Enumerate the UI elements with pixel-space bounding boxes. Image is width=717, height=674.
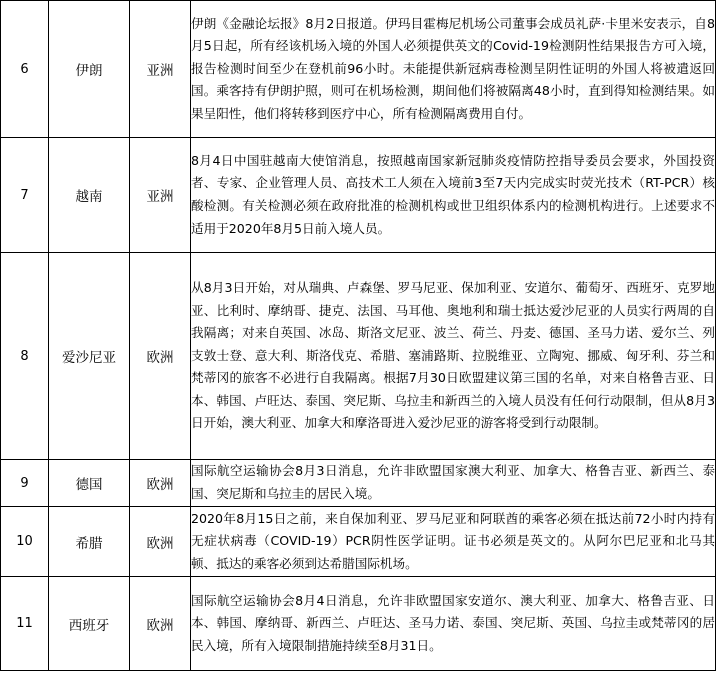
country-name: 越南 [49,138,130,253]
country-name: 爱沙尼亚 [49,253,130,460]
policy-details: 国际航空运输协会8月4日消息，允许非欧盟国家安道尔、澳大利亚、加拿大、格鲁吉亚、日本、韩国、摩纳哥、新西兰、卢旺达、圣马力诺、泰国、突尼斯、英国、乌拉圭或梵蒂冈的居民入境，所有入境限制措施持续至8月31日。 [191,577,716,671]
row-number: 6 [1,1,49,138]
row-number: 7 [1,138,49,253]
policy-details: 8月4日中国驻越南大使馆消息，按照越南国家新冠肺炎疫情防控指导委员会要求，外国投资者、专家、企业管理人员、高技术工人须在入境前3至7天内完成实时荧光技术（RT-PCR）核酸检测。有关检测必须在政府批准的检测机构或世卫组织体系内的检测机构进行。上述要求不适用于2020年8月5日前入境人员。 [191,138,716,253]
region-name: 亚洲 [130,1,191,138]
region-name: 亚洲 [130,138,191,253]
table-row [1,577,716,671]
table-row [1,460,716,507]
policy-details: 国际航空运输协会8月3日消息，允许非欧盟国家澳大利亚、加拿大、格鲁吉亚、新西兰、泰国、突尼斯和乌拉圭的居民入境。 [191,460,716,507]
policy-details: 伊朗《金融论坛报》8月2日报道。伊玛目霍梅尼机场公司董事会成员礼萨·卡里米安表示，自8月5日起，所有经该机场入境的外国人必须提供英文的Covid-19检测阴性结果报告方可入境，报告检测时间至少在登机前96小时。未能提供新冠病毒检测呈阴性证明的外国人将被遣返回国。乘客持有伊朗护照，则可在机场检测，期间他们将被隔离48小时，直到得知检测结果。如果呈阳性，他们将转移到医疗中心，所有检测隔离费用自付。 [191,1,716,138]
policy-details: 从8月3日开始，对从瑞典、卢森堡、罗马尼亚、保加利亚、安道尔、葡萄牙、西班牙、克罗地亚、比利时、摩纳哥、捷克、法国、马耳他、奥地利和瑞士抵达爱沙尼亚的人员实行两周的自我隔离；对来自英国、冰岛、斯洛文尼亚、波兰、荷兰、丹麦、德国、圣马力诺、爱尔兰、列支敦士登、意大利、斯洛伐克、希腊、塞浦路斯、拉脱维亚、立陶宛、挪威、匈牙利、芬兰和梵蒂冈的旅客不必进行自我隔离。根据7月30日欧盟建议第三国的名单，对来自格鲁吉亚、日本、韩国、卢旺达、泰国、突尼斯、乌拉圭和新西兰的入境人员没有任何行动限制，但从8月3日开始，澳大利亚、加拿大和摩洛哥进入爱沙尼亚的游客将受到行动限制。 [191,253,716,460]
country-name: 希腊 [49,507,130,577]
row-number: 10 [1,507,49,577]
row-number: 11 [1,577,49,671]
country-name: 西班牙 [49,577,130,671]
region-name: 欧洲 [130,577,191,671]
country-name: 德国 [49,460,130,507]
table-row [1,1,716,138]
policy-details: 2020年8月15日之前，来自保加利亚、罗马尼亚和阿联酋的乘客必须在抵达前72小时内持有无症状病毒（COVID-19）PCR阴性医学证明。证书必须是英文的。从阿尔巴尼亚和北马其顿、抵达的乘客必须到达希腊国际机场。 [191,507,716,577]
table-body [1,1,716,671]
region-name: 欧洲 [130,507,191,577]
table-row [1,138,716,253]
row-number: 8 [1,253,49,460]
region-name: 欧洲 [130,253,191,460]
table-row [1,507,716,577]
region-name: 欧洲 [130,460,191,507]
row-number: 9 [1,460,49,507]
country-name: 伊朗 [49,1,130,138]
table-row [1,253,716,460]
